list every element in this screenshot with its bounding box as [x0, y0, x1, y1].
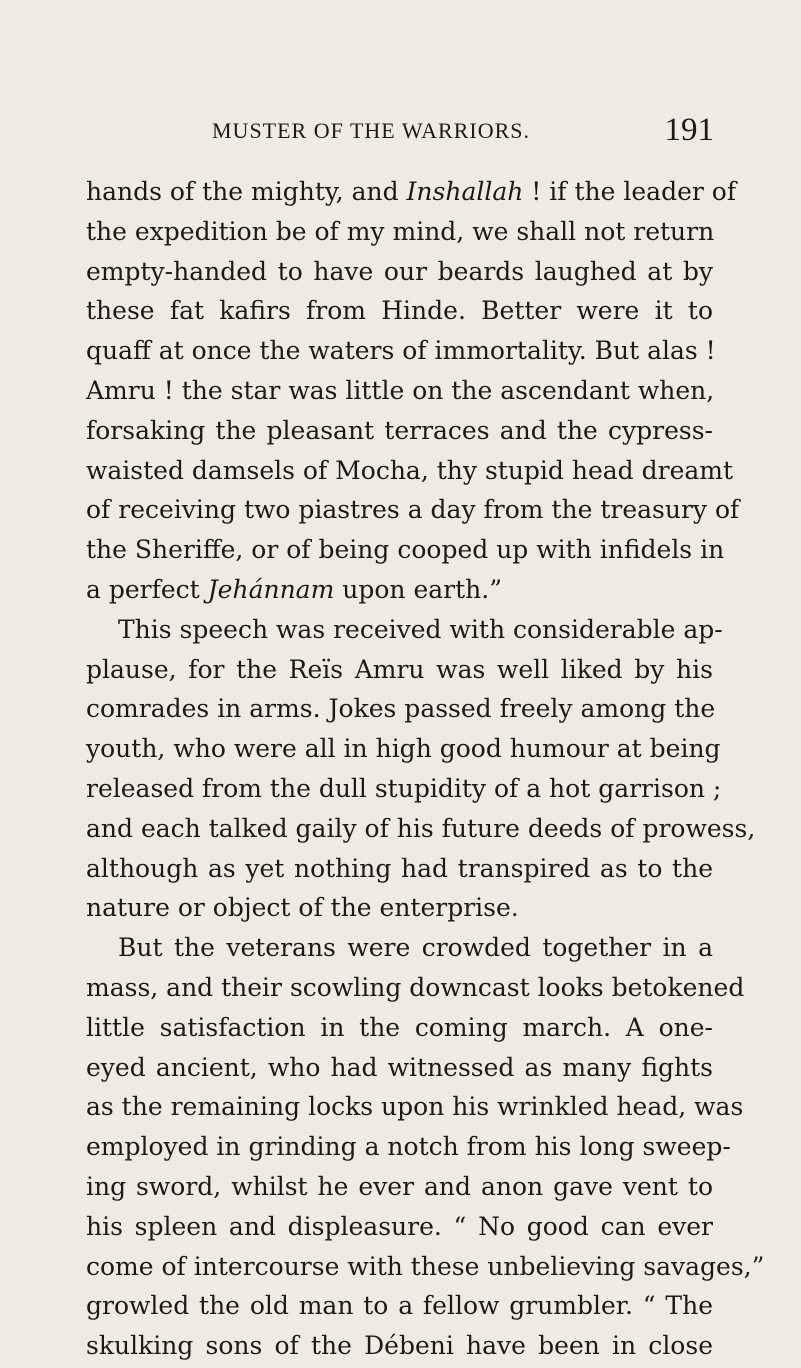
- text-line: empty-handed to have our beards laughed at by: [86, 256, 713, 286]
- running-title: MUSTER OF THE WARRIORS.: [212, 118, 531, 143]
- page-header: [212, 112, 712, 152]
- text-line: waisted damsels of Mocha, thy stupid head dreamt: [86, 455, 734, 485]
- text-line: But the veterans were crowded together in a: [118, 933, 713, 963]
- text-line: growled the old man to a fellow grumbler. “ The: [86, 1291, 713, 1321]
- text-line: and each talked gaily of his future deeds of prowess,: [86, 813, 756, 843]
- text-line: eyed ancient, who had witnessed as many fights: [86, 1052, 713, 1082]
- italic-word: Inshallah: [406, 177, 524, 206]
- body-text: [86, 172, 765, 1366]
- text-line: these fat kafirs from Hinde. Better were it to: [86, 296, 713, 326]
- text-line: Amru ! the star was little on the ascendant when,: [86, 375, 715, 405]
- text-line: ing sword, whilst he ever and anon gave vent to: [86, 1171, 713, 1201]
- text-line: although as yet nothing had transpired as to the: [86, 853, 713, 883]
- text-line: the Sheriffe, or of being cooped up with infidels in: [86, 535, 725, 565]
- text-line: employed in grinding a notch from his long sweep-: [86, 1132, 731, 1162]
- text-line: comrades in arms. Jokes passed freely among the: [86, 694, 716, 724]
- italic-word: Jehánnam: [207, 574, 335, 604]
- text-line: his spleen and displeasure. “ No good can ever: [86, 1211, 713, 1241]
- text-line: youth, who were all in high good humour at being: [86, 734, 721, 764]
- text-line: of receiving two piastres a day from the treasury of: [86, 495, 740, 525]
- text-line: little satisfaction in the coming march. A one-: [86, 1012, 713, 1042]
- page-number: 191: [664, 112, 714, 148]
- text-line: as the remaining locks upon his wrinkled head, was: [86, 1092, 744, 1122]
- text-line: skulking sons of the Débeni have been in close: [86, 1331, 713, 1361]
- text-line: the expedition be of my mind, we shall not return: [86, 216, 715, 246]
- text-line: mass, and their scowling downcast looks betokened: [86, 972, 745, 1002]
- text-line: a perfect Jehánnam upon earth.”: [86, 574, 502, 604]
- text-line: released from the dull stupidity of a hot garrison ;: [86, 773, 722, 803]
- text-line: quaff at once the waters of immortality. But alas !: [86, 336, 716, 366]
- text-line: plause, for the Reïs Amru was well liked by his: [86, 654, 713, 684]
- text-line: This speech was received with considerable ap-: [118, 614, 723, 644]
- text-line: come of intercourse with these unbelieving savages,”: [86, 1251, 765, 1281]
- text-line: hands of the mighty, and Inshallah ! if the leader of: [86, 177, 737, 206]
- text-line: forsaking the pleasant terraces and the cypress-: [86, 415, 713, 445]
- text-line: nature or object of the enterprise.: [86, 893, 519, 923]
